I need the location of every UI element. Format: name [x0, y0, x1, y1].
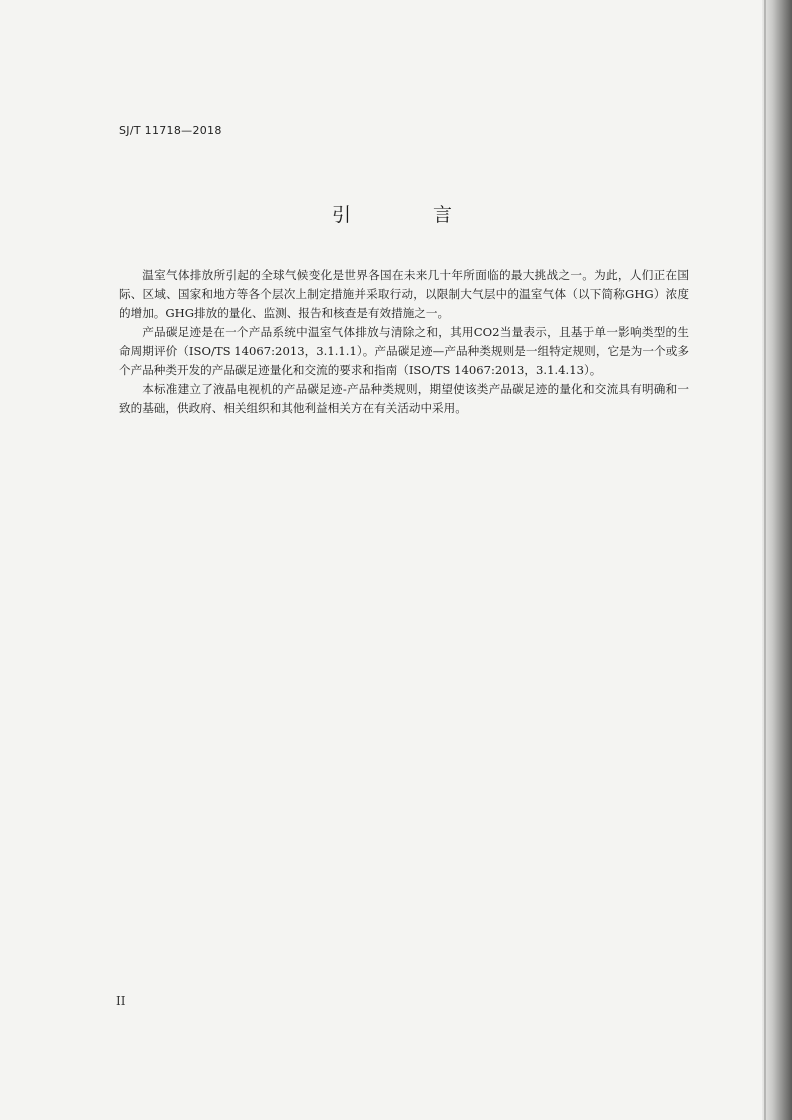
page-binding-line: [764, 0, 766, 1120]
paragraph-2: 产品碳足迹是在一个产品系统中温室气体排放与清除之和，其用CO2当量表示，且基于单一影响类型的生命周期评价（ISO/TS 14067:2013，3.1.1.1）。产品碳足迹—产品种类规则是一组特定规则，它是为一个或多个产品种类开发的产品碳足迹量化和交流的要求和指南（ISO/TS 14067:2013，3.1.4.13）。: [119, 325, 689, 377]
page-number: II: [116, 994, 126, 1008]
section-title: 引 言: [331, 204, 491, 226]
paragraph-1: 温室气体排放所引起的全球气候变化是世界各国在未来几十年所面临的最大挑战之一。为此，人们正在国际、区域、国家和地方等各个层次上制定措施并采取行动，以限制大气层中的温室气体（以下简称GHG）浓度的增加。GHG排放的量化、监测、报告和核查是有效措施之一。: [119, 268, 689, 320]
standard-code: SJ/T 11718—2018: [119, 124, 222, 137]
paragraph-3: 本标准建立了液晶电视机的产品碳足迹-产品种类规则，期望使该类产品碳足迹的量化和交流具有明确和一致的基础，供政府、相关组织和其他利益相关方在有关活动中采用。: [119, 382, 689, 415]
page-binding-edge: [762, 0, 792, 1120]
body-text: [119, 266, 689, 418]
